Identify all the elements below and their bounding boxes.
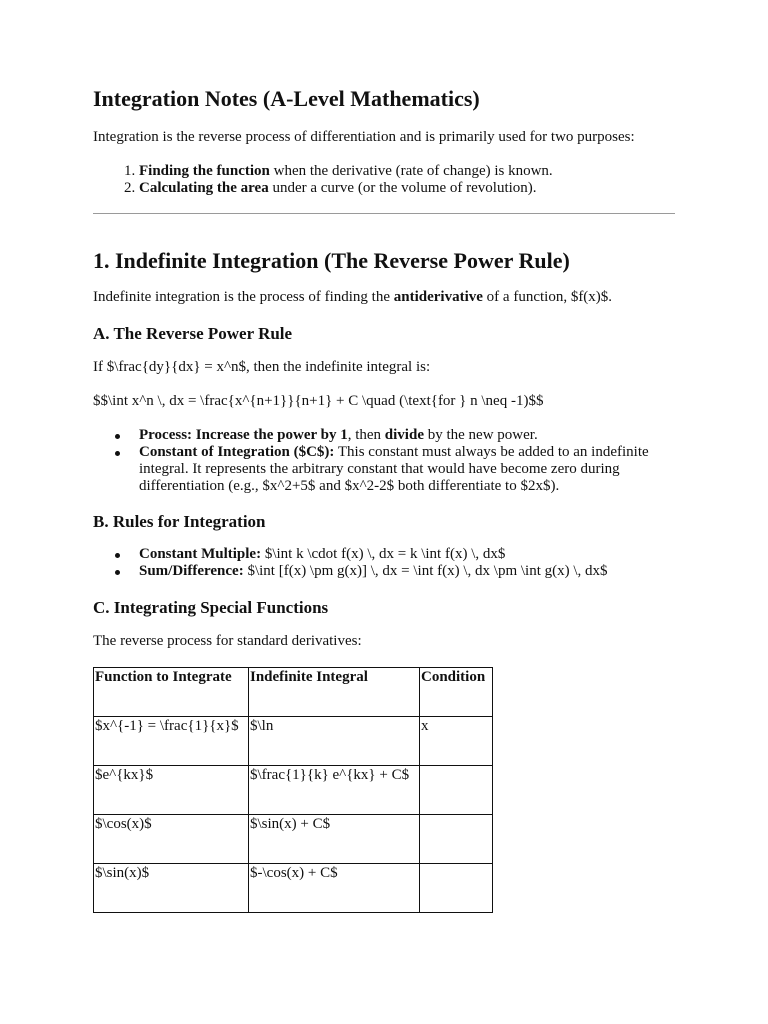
bullet-dot	[115, 553, 120, 558]
table-cell: x	[420, 717, 493, 766]
power-rule-formula: $$\int x^n \, dx = \frac{x^{n+1}}{n+1} + C \quad (\text{for } n \neq -1)$$	[93, 393, 544, 409]
table-intro-paragraph: The reverse process for standard derivatives:	[93, 633, 362, 649]
document-title: Integration Notes (A-Level Mathematics)	[93, 86, 480, 111]
bullet-bold: Constant Multiple:	[139, 546, 262, 562]
section-intro-text-end: of a function, $f(x)$.	[482, 289, 613, 305]
purpose-text: under a curve (or the volume of revolution).	[268, 180, 537, 196]
table-row	[94, 717, 493, 766]
subsection-c-heading: C. Integrating Special Functions	[93, 598, 329, 617]
special-functions-table	[93, 667, 493, 913]
power-rule-bullets	[93, 427, 679, 495]
table-cell: $\frac{1}{k} e^{kx} + C$	[249, 766, 420, 815]
list-item	[139, 163, 679, 180]
purposes-list	[93, 163, 679, 197]
table-cell: $\cos(x)$	[94, 815, 249, 864]
table-cell: $x^{-1} = \frac{1}{x}$	[94, 717, 249, 766]
bullet-text-end: by the new power.	[423, 427, 538, 443]
bullet-bold: Process: Increase the power by 1	[139, 427, 348, 443]
table-row	[94, 766, 493, 815]
table-cell: $\sin(x) + C$	[249, 815, 420, 864]
purpose-bold: Calculating the area	[139, 180, 269, 196]
bullet-bold: Constant of Integration ($C$):	[139, 444, 335, 460]
table-row	[94, 815, 493, 864]
bullet-bold: Sum/Difference:	[139, 563, 244, 579]
table-header-row	[94, 668, 493, 717]
bullet-dot	[115, 451, 120, 456]
intro-paragraph: Integration is the reverse process of differentiation and is primarily used for two purposes:	[93, 129, 635, 145]
subsection-b-heading: B. Rules for Integration	[93, 512, 266, 531]
list-item	[139, 444, 679, 495]
purpose-bold: Finding the function	[139, 163, 270, 179]
bullet-text: $\int k \cdot f(x) \, dx = k \int f(x) \, dx$	[261, 546, 506, 562]
table-header-cell: Indefinite Integral	[249, 668, 420, 717]
subsection-a-heading: A. The Reverse Power Rule	[93, 324, 293, 343]
table-cell: $-\cos(x) + C$	[249, 864, 420, 913]
section-intro-bold: antiderivative	[393, 289, 483, 305]
power-rule-condition: If $\frac{dy}{dx} = x^n$, then the indefinite integral is:	[93, 359, 431, 375]
table-cell: $\ln	[249, 717, 420, 766]
list-item	[139, 546, 679, 563]
bullet-text: This constant must always be added to an indefinite integral. It represents the arbitrary constant that would have become zero during differentiation (e.g., $x^2+5$ and $x^2-2$ both differentiate to $2x$).	[139, 444, 649, 494]
bullet-dot	[115, 434, 120, 439]
section-intro-text: Indefinite integration is the process of finding the	[93, 289, 394, 305]
table-cell: $\sin(x)$	[94, 864, 249, 913]
table-cell	[420, 864, 493, 913]
horizontal-divider	[93, 213, 675, 214]
section-heading: 1. Indefinite Integration (The Reverse Power Rule)	[93, 248, 570, 273]
table-cell	[420, 766, 493, 815]
integration-rules-bullets	[93, 546, 679, 580]
table-row	[94, 864, 493, 913]
bullet-bold-2: divide	[384, 427, 424, 443]
purpose-text: when the derivative (rate of change) is known.	[269, 163, 553, 179]
table-cell	[420, 815, 493, 864]
section-intro-paragraph	[93, 289, 612, 306]
list-item	[139, 427, 679, 444]
bullet-dot	[115, 570, 120, 575]
table-cell: $e^{kx}$	[94, 766, 249, 815]
table-header-cell: Condition	[420, 668, 493, 717]
table-header-cell: Function to Integrate	[94, 668, 249, 717]
bullet-text: , then	[347, 427, 385, 443]
list-item	[139, 180, 679, 197]
list-item	[139, 563, 679, 580]
bullet-text: $\int [f(x) \pm g(x)] \, dx = \int f(x) \, dx \pm \int g(x) \, dx$	[243, 563, 608, 579]
